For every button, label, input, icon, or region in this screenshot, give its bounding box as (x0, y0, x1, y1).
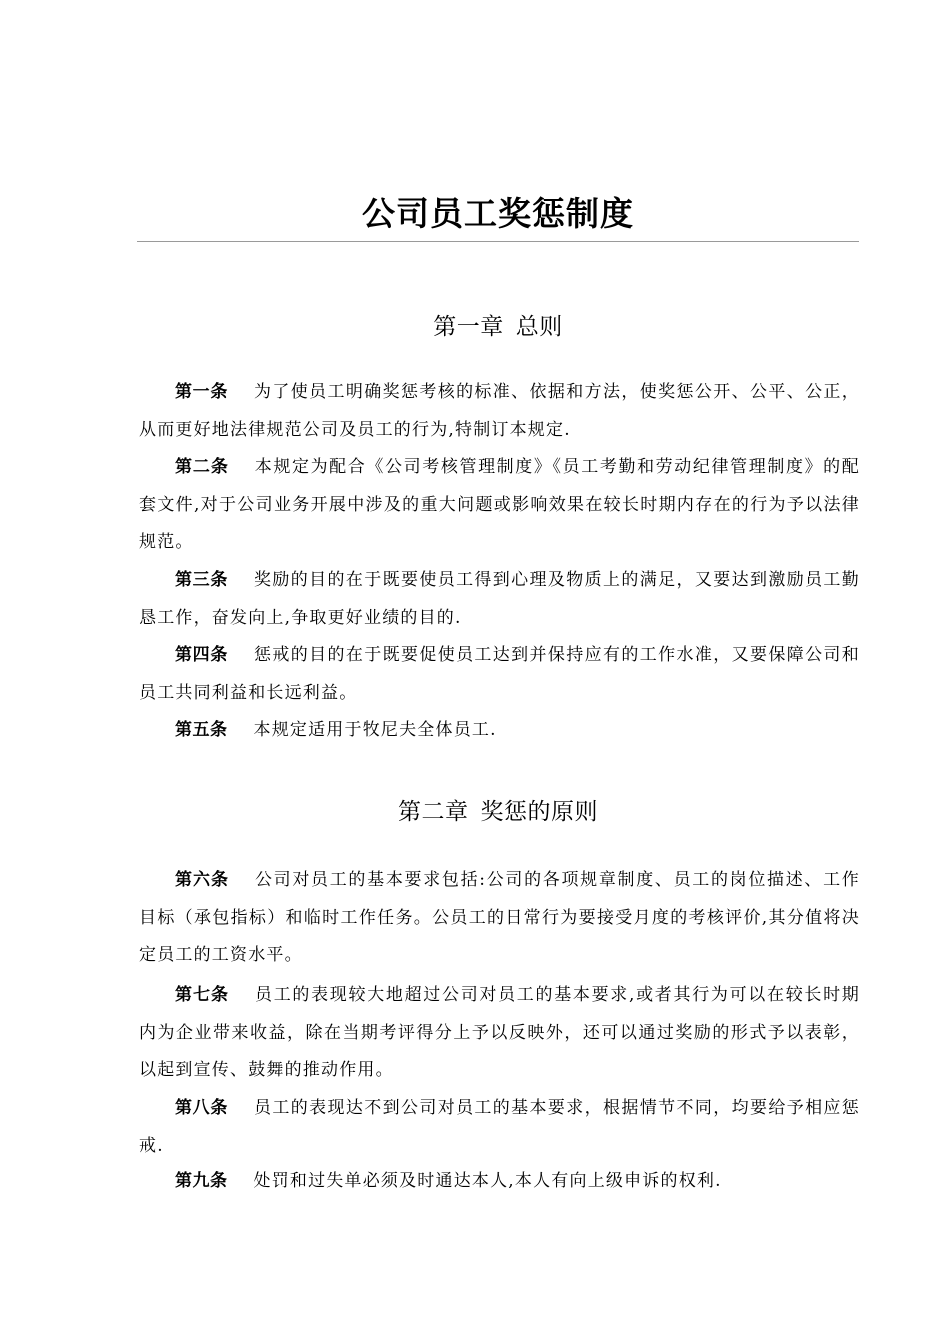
article-number: 第三条 (175, 570, 229, 590)
article-text: 员工的表现达不到公司对员工的基本要求，根据情节不同，均要给予相应惩戒. (139, 1098, 860, 1156)
article-number: 第五条 (175, 720, 228, 740)
article-7 (139, 977, 860, 1090)
article-text: 员工的表现较大地超过公司对员工的基本要求,或者其行为可以在较长时期内为企业带来收益，除在当期考评得分上予以反映外，还可以通过奖励的形式予以表彰，以起到宣传、鼓舞的推动作用。 (139, 985, 860, 1080)
article-number: 第九条 (175, 1171, 228, 1191)
article-text: 本规定为配合《公司考核管理制度》《员工考勤和劳动纪律管理制度》的配套文件,对于公司业务开展中涉及的重大问题或影响效果在较长时期内存在的行为予以法律规范。 (139, 457, 860, 552)
title-divider (137, 241, 859, 242)
chapter-heading-1 (0, 312, 950, 342)
article-text: 处罚和过失单必须及时通达本人,本人有向上级申诉的权利. (253, 1171, 722, 1191)
article-number: 第六条 (175, 870, 229, 890)
article-2 (139, 449, 860, 562)
chapter-number: 第二章 (398, 799, 469, 825)
article-text: 本规定适用于牧尼夫全体员工. (253, 720, 497, 740)
article-text: 惩戒的目的在于既要促使员工达到并保持应有的工作水准，又要保障公司和员工共同利益和长远利益。 (139, 645, 860, 703)
chapter-number: 第一章 (433, 314, 504, 340)
chapter-name: 总则 (515, 314, 563, 340)
chapter-name: 奖惩的原则 (480, 799, 598, 825)
article-8 (139, 1090, 860, 1165)
article-1 (139, 374, 860, 449)
article-number: 第二条 (175, 457, 229, 477)
article-text: 公司对员工的基本要求包括:公司的各项规章制度、员工的岗位描述、工作目标（承包指标）和临时工作任务。公员工的日常行为要接受月度的考核评价,其分值将决定员工的工资水平。 (139, 870, 861, 965)
article-9 (139, 1163, 860, 1201)
article-number: 第一条 (175, 382, 229, 402)
article-number: 第七条 (175, 985, 229, 1005)
article-6 (139, 862, 860, 975)
article-4 (139, 637, 860, 712)
chapter-heading-2 (0, 797, 950, 827)
document-title: 公司员工奖惩制度 (362, 194, 634, 233)
article-number: 第四条 (175, 645, 229, 665)
article-5 (139, 712, 860, 750)
article-3 (139, 562, 860, 637)
article-number: 第八条 (175, 1098, 229, 1118)
article-text: 奖励的目的在于既要使员工得到心理及物质上的满足，又要达到激励员工勤恳工作，奋发向上,争取更好业绩的目的. (139, 570, 860, 628)
article-text: 为了使员工明确奖惩考核的标准、依据和方法，使奖惩公开、公平、公正，从而更好地法律规范公司及员工的行为,特制订本规定. (139, 382, 860, 440)
